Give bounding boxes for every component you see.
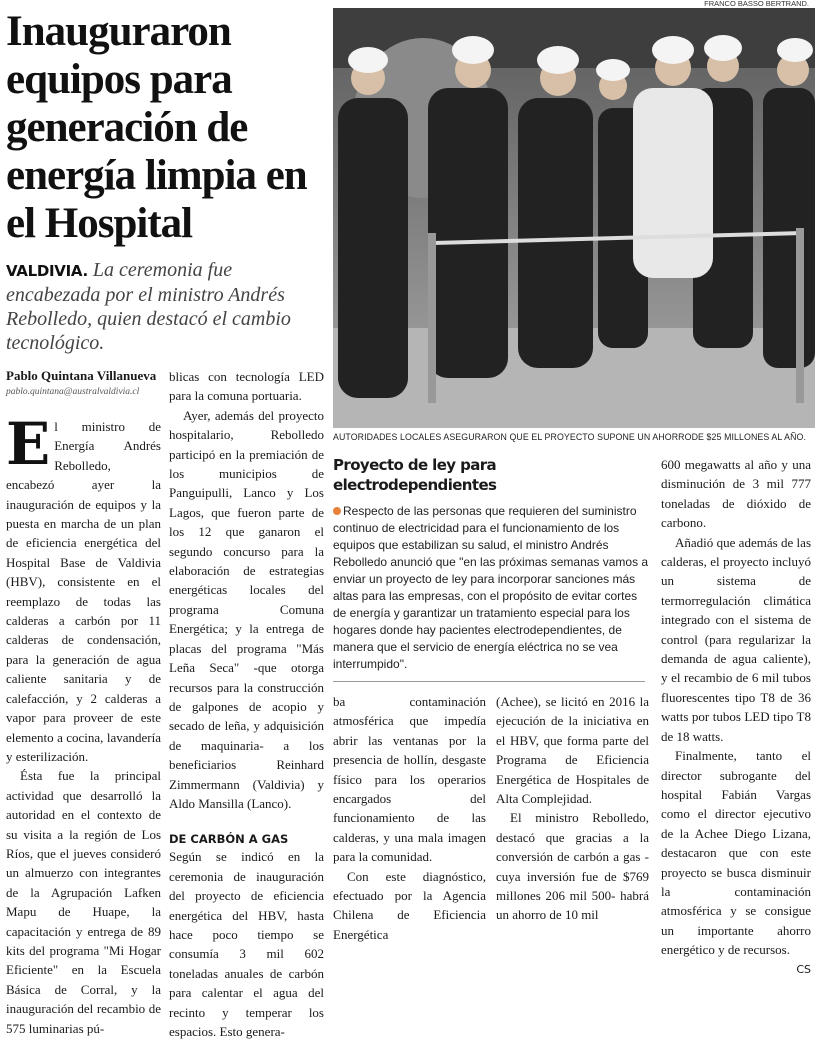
left-column-a	[6, 367, 161, 1038]
divider	[333, 681, 645, 682]
drop-cap: E	[6, 410, 51, 478]
subheading: DE CARBÓN A GAS	[169, 832, 289, 847]
paragraph: ba contaminación atmosférica que impedía abrir las ventanas por la presencia de hollín, desgaste físico para los operarios encargados del funcionamiento de las calderas, y una mala imagen para la comunidad.	[333, 694, 486, 865]
lead-text: La ceremonia fue encabezada por el ministro Andrés Rebolledo, quien destacó el cambio tecnológico.	[6, 259, 291, 354]
article-column-1	[6, 410, 161, 1038]
photo-credit: FRANCO BASSO BERTRAND.	[704, 0, 809, 8]
middle-block	[333, 455, 649, 944]
paragraph: El ministro Rebolledo, destacó que gracias a la conversión de carbón a gas -cuya inversión fue de $769 millones 206 mil 500- habrá un ahorro de 10 mil	[496, 810, 649, 923]
paragraph: l ministro de Energía Andrés Rebolledo, encabezó ayer la inauguración de equipos y la puesta en marcha de un plan de eficiencia energética del Hospital Base de Valdivia (HBV), consistente en el reemplazo de todas las calderas a carbón por 11 calderas de condensación, para la generación de agua caliente sanitaria y de calefacción, y 2 calderas a vapor para proveer de este elemento a cocina, lavandería y esterilización.	[6, 419, 161, 764]
ceremony-photo	[333, 8, 815, 428]
right-columns	[333, 455, 811, 979]
paragraph: 600 megawatts al año y una disminución de 3 mil 777 toneladas de dióxido de carbono.	[661, 457, 811, 531]
left-columns	[6, 367, 324, 1041]
right-section	[333, 431, 811, 979]
author-name: Pablo Quintana Villanueva	[6, 368, 157, 383]
paragraph: Según se indicó en la ceremonia de inauguración del proyecto de eficiencia energética del HBV, hasta hace poco tiempo se consumía 3 mil 602 toneladas anuales de carbón para calentar el agua del recinto y temperar los espacios. Esto genera-	[169, 849, 324, 1039]
sidebar-box	[333, 455, 649, 673]
photo-illustration	[333, 8, 815, 428]
headline: Inauguraron equipos para generación de energía limpia en el Hospital	[6, 8, 307, 247]
paragraph: Añadió que además de las calderas, el proyecto incluyó un sistema de termorregulación climática integrado con el sistema de control (para regularizar la demanda de agua caliente), y el recambio de 6 mil tubos fluorescentes tipo T8 de 36 watts por tubos LED tipo T8 de 18 watts.	[661, 534, 811, 744]
paragraph: Ésta fue la principal actividad que desarrolló la autoridad en el contexto de su visita a la región de Los Ríos, que el jueves consideró un almuerzo con integrantes de la Agrupación Lafken Mapu de Huape, la capacitación y entrega de 89 kits del programa "Mi Hogar Eficiente" en la Escuela Básica de Corral, y la inauguración del recambio de 575 luminarias pú-	[6, 768, 161, 1036]
paragraph-text: Finalmente, tanto el director subrogante del hospital Fabián Vargas como el director ejecutivo de la Achee Diego Lizana, destacaron que con este proyecto se busca disminuir la contaminación atmosférica y se consigue un importante ahorro energético y de recursos.	[661, 748, 811, 958]
paragraph: Con este diagnóstico, efectuado por la Agencia Chilena de Eficiencia Energética	[333, 868, 486, 942]
sidebar-text: Respecto de las personas que requieren del suministro continuo de electricidad para el funcionamiento de los equipos que estabilizan su salud, el ministro Andrés Rebolledo anunció que "en las próximas semanas vamos a enviar un proyecto de ley para incorporar sanciones más altas para las empresas, con el propósito de evitar cortes de energía y garantizar un tratamiento especial para los hogares donde hay pacientes electrodependientes, de manera que el servicio de energía eléctrica no se vea interrumpido".	[333, 504, 649, 671]
article-column-5	[661, 455, 811, 979]
middle-columns	[333, 692, 649, 944]
paragraph: (Achee), se licitó en 2016 la ejecución de la iniciativa en el HBV, que forma parte del Programa de Eficiencia Energética de Hospitales de Alta Complejidad.	[496, 694, 649, 807]
article-column-3	[333, 692, 486, 944]
bullet-icon	[333, 507, 341, 515]
sidebar-title: Proyecto de ley para electrodependientes	[333, 456, 497, 494]
lead-paragraph	[6, 258, 324, 355]
dateline: VALDIVIA.	[6, 262, 88, 280]
left-section	[6, 8, 324, 1041]
photo-caption: AUTORIDADES LOCALES ASEGURARON QUE EL PROYECTO SUPONE UN AHORRODE $25 MILLONES AL AÑO.	[333, 432, 807, 442]
paragraph	[661, 746, 811, 976]
end-mark: CS	[796, 962, 811, 976]
paragraph: blicas con tecnología LED para la comuna portuaria.	[169, 369, 324, 404]
paragraph: Ayer, además del proyecto hospitalario, Rebolledo participó en la premiación de los municipios de Panguipulli, Lanco y Los Lagos, que fueron parte de los 12 que ganaron el segundo concurso para la elaboración de estrategias energéticas locales del programa Comuna Energética; y la entrega de placas del programa "Más Leña Seca" -que otorga recursos para la construcción de galpones de acopio y secado de leña, y adquisición de maquinaria- a los beneficiarios Reinhard Zimmermann (Valdivia) y Aldo Mansilla (Lanco).	[169, 407, 324, 811]
article-column-4	[496, 692, 649, 925]
author-email[interactable]: pablo.quintana@australvaldivia.cl	[6, 387, 140, 397]
article-column-2	[169, 367, 324, 1041]
